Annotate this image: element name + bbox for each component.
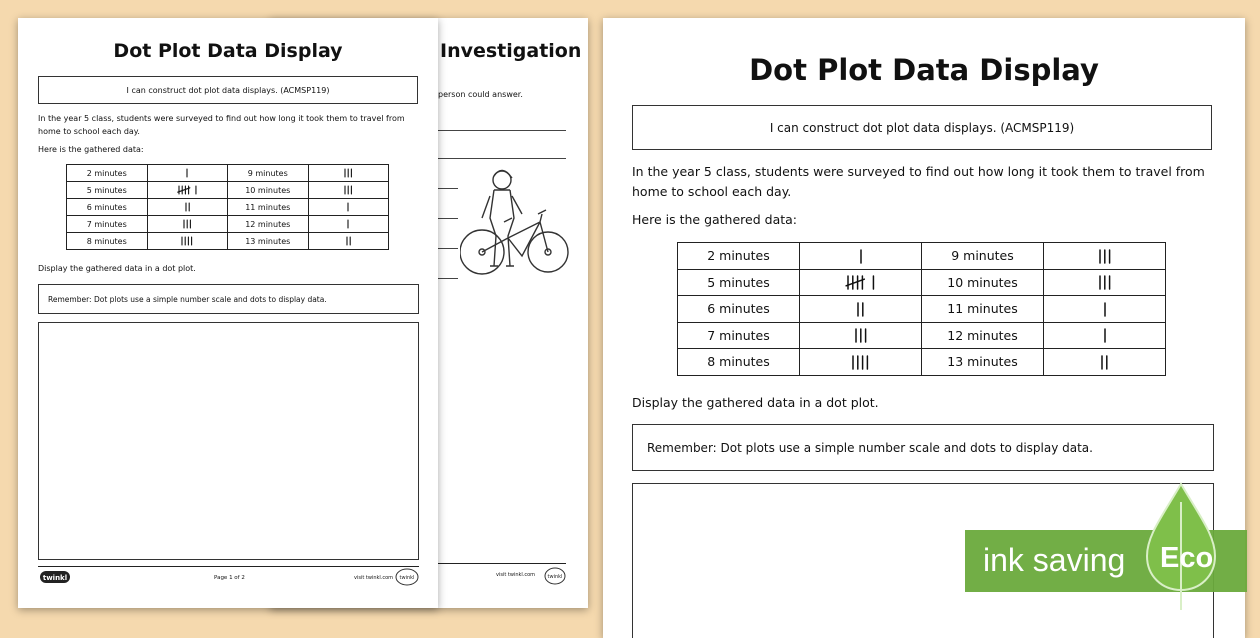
- large-objective-text: I can construct dot plot data displays. (ACMSP119): [769, 120, 1075, 135]
- tally-marks: [308, 233, 389, 250]
- tally-marks: [147, 182, 228, 199]
- time-cell: 11 minutes: [922, 296, 1044, 323]
- tally-marks: [1044, 269, 1166, 296]
- time-cell: 7 minutes: [678, 322, 800, 349]
- time-cell: 5 minutes: [67, 182, 148, 199]
- large-reminder-text: Remember: Dot plots use a simple number scale and dots to display data.: [647, 440, 1093, 455]
- twinkl-logo-icon: [40, 570, 70, 584]
- small-tally-table: [66, 164, 389, 250]
- back-page-prompt: person could answer.: [438, 90, 523, 99]
- large-tally-table: [677, 242, 1166, 376]
- large-intro-line-2: home to school each day.: [632, 184, 792, 199]
- time-cell: 12 minutes: [228, 216, 309, 233]
- time-cell: 8 minutes: [678, 349, 800, 376]
- tally-marks: [1044, 322, 1166, 349]
- twinkl-badge-icon: [395, 567, 419, 587]
- time-cell: 10 minutes: [922, 269, 1044, 296]
- answer-line: [438, 158, 566, 159]
- large-intro-line-1: In the year 5 class, students were surveyed to find out how long it took them to travel from: [632, 164, 1205, 179]
- tally-marks: [800, 269, 922, 296]
- small-table-row: [67, 182, 389, 199]
- large-page-title: Dot Plot Data Display: [749, 53, 1099, 87]
- answer-line: [438, 130, 566, 131]
- time-cell: 2 minutes: [678, 243, 800, 270]
- answer-line: [438, 218, 458, 219]
- small-reminder-box: [38, 284, 419, 314]
- small-instruction: Display the gathered data in a dot plot.: [38, 264, 196, 273]
- small-table-row: [67, 199, 389, 216]
- tally-marks: [1044, 349, 1166, 376]
- large-table-row: [678, 349, 1166, 376]
- time-cell: 10 minutes: [228, 182, 309, 199]
- small-table-row: [67, 216, 389, 233]
- time-cell: 6 minutes: [67, 199, 148, 216]
- back-page-title: Investigation: [440, 40, 582, 62]
- large-table-row: [678, 322, 1166, 349]
- tally-marks: [308, 199, 389, 216]
- answer-line: [438, 248, 458, 249]
- small-table-row: [67, 165, 389, 182]
- small-data-heading: Here is the gathered data:: [38, 145, 144, 154]
- time-cell: 7 minutes: [67, 216, 148, 233]
- tally-marks: [800, 349, 922, 376]
- small-objective-text: I can construct dot plot data displays. (ACMSP119): [126, 85, 330, 95]
- footer-rule: [38, 566, 419, 567]
- large-objective-box: [632, 105, 1212, 150]
- large-reminder-box: [632, 424, 1214, 471]
- large-data-heading: Here is the gathered data:: [632, 212, 798, 227]
- tally-marks: [308, 216, 389, 233]
- large-table-row: [678, 296, 1166, 323]
- tally-marks: [800, 243, 922, 270]
- small-objective-box: [38, 76, 418, 104]
- time-cell: 13 minutes: [228, 233, 309, 250]
- tally-marks: [800, 322, 922, 349]
- tally-marks: [800, 296, 922, 323]
- small-reminder-text: Remember: Dot plots use a simple number scale and dots to display data.: [48, 294, 327, 304]
- answer-line: [438, 188, 458, 189]
- tally-marks: [147, 216, 228, 233]
- time-cell: 8 minutes: [67, 233, 148, 250]
- small-footer-url: visit twinkl.com: [354, 575, 394, 581]
- time-cell: 11 minutes: [228, 199, 309, 216]
- tally-marks: [1044, 243, 1166, 270]
- large-table-row: [678, 243, 1166, 270]
- large-table-row: [678, 269, 1166, 296]
- footer-rule: [438, 563, 566, 564]
- small-worksheet-page: [18, 18, 438, 608]
- svg-text:twinkl: twinkl: [547, 574, 563, 580]
- tally-marks: [147, 165, 228, 182]
- time-cell: 5 minutes: [678, 269, 800, 296]
- svg-text:twinkl: twinkl: [399, 575, 415, 581]
- back-footer-url: visit twinkl.com: [496, 572, 536, 578]
- small-page-title: Dot Plot Data Display: [113, 40, 343, 62]
- time-cell: 9 minutes: [228, 165, 309, 182]
- time-cell: 2 minutes: [67, 165, 148, 182]
- ink-saving-label: ink saving: [983, 542, 1126, 578]
- time-cell: 6 minutes: [678, 296, 800, 323]
- twinkl-badge-icon: [544, 566, 566, 586]
- tally-marks: [308, 182, 389, 199]
- large-instruction: Display the gathered data in a dot plot.: [632, 395, 879, 410]
- small-intro-text: In the year 5 class, students were surveyed to find out how long it took them to travel from home to school each day.: [38, 114, 405, 136]
- time-cell: 13 minutes: [922, 349, 1044, 376]
- tally-marks: [147, 233, 228, 250]
- eco-label: Eco: [1160, 542, 1214, 574]
- time-cell: 9 minutes: [922, 243, 1044, 270]
- tally-marks: [1044, 296, 1166, 323]
- answer-line: [438, 278, 458, 279]
- tally-marks: [147, 199, 228, 216]
- tally-marks: [308, 165, 389, 182]
- small-table-row: [67, 233, 389, 250]
- ink-saving-badge: [965, 482, 1247, 610]
- small-page-number: Page 1 of 2: [214, 575, 245, 581]
- svg-text:twinkl: twinkl: [42, 574, 68, 582]
- time-cell: 12 minutes: [922, 322, 1044, 349]
- small-dot-plot-area[interactable]: [38, 322, 419, 560]
- child-with-bicycle-illustration: [460, 166, 570, 284]
